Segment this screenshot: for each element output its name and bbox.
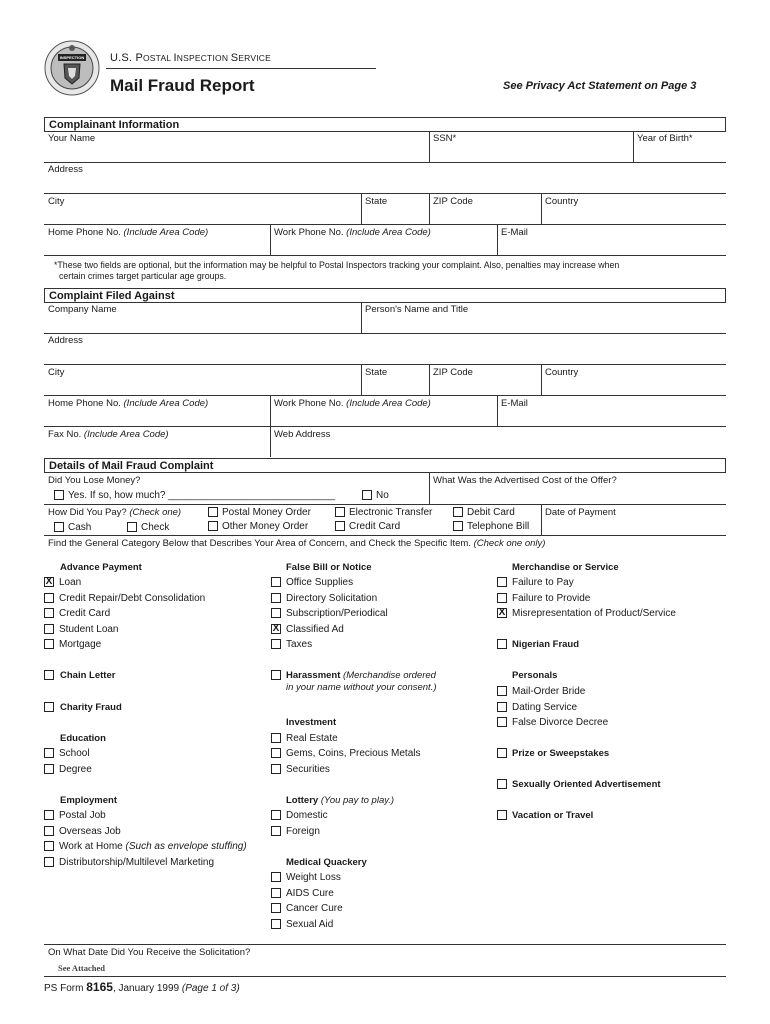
against-country-field[interactable] bbox=[542, 378, 726, 394]
category-medical-quackery: Medical Quackery bbox=[286, 857, 367, 868]
classified-ad-label: Classified Ad bbox=[286, 624, 344, 635]
sexually-oriented-checkbox[interactable] bbox=[497, 779, 507, 789]
ssn-field[interactable] bbox=[430, 145, 632, 161]
category-personals: Personals bbox=[512, 670, 558, 681]
solicitation-date-value[interactable]: See Attached bbox=[58, 963, 105, 973]
divider bbox=[44, 255, 726, 256]
pay-telephone-bill-label: Telephone Bill bbox=[467, 521, 530, 532]
divider bbox=[44, 535, 726, 536]
weight-loss-label: Weight Loss bbox=[286, 872, 341, 883]
prize-sweepstakes-checkbox[interactable] bbox=[497, 748, 507, 758]
gems-label: Gems, Coins, Precious Metals bbox=[286, 748, 421, 759]
agency-name-part: OSTAL bbox=[143, 53, 174, 63]
label-text: Harassment bbox=[286, 670, 341, 681]
how-pay-label bbox=[48, 507, 181, 518]
company-name-field[interactable] bbox=[44, 316, 360, 332]
label-text: Find the General Category Below that Describes Your Area of Concern, and Check the Specific Item. bbox=[48, 538, 471, 549]
agency-name-part: I bbox=[173, 52, 177, 64]
home-phone-label bbox=[48, 227, 208, 238]
aids-cure-checkbox[interactable] bbox=[271, 888, 281, 898]
label-note: (Include Area Code) bbox=[346, 227, 431, 238]
section-title: Details of Mail Fraud Complaint bbox=[49, 460, 214, 472]
distributorship-label: Distributorship/Multilevel Marketing bbox=[59, 857, 215, 868]
against-home-phone-label bbox=[48, 398, 208, 409]
pay-credit-card-label: Credit Card bbox=[349, 521, 401, 532]
category-lottery bbox=[286, 795, 394, 806]
pay-other-money-order-label: Other Money Order bbox=[222, 521, 309, 532]
agency-name-part: U.S. P bbox=[110, 52, 143, 64]
against-email-label: E-Mail bbox=[501, 398, 528, 409]
school-checkbox[interactable] bbox=[44, 748, 54, 758]
address-label: Address bbox=[48, 164, 83, 175]
pay-postal-money-order-label: Postal Money Order bbox=[222, 507, 311, 518]
office-supplies-checkbox[interactable] bbox=[271, 577, 281, 587]
against-home-phone-field[interactable] bbox=[44, 409, 269, 425]
distributorship-checkbox[interactable] bbox=[44, 857, 54, 867]
false-divorce-checkbox[interactable] bbox=[497, 717, 507, 727]
persons-name-label: Person's Name and Title bbox=[365, 304, 469, 315]
date-of-payment-label: Date of Payment bbox=[545, 507, 616, 518]
year-of-birth-field[interactable] bbox=[634, 145, 726, 161]
category-employment: Employment bbox=[60, 795, 118, 806]
label-note: (Check one only) bbox=[473, 538, 546, 549]
postal-inspection-seal bbox=[44, 40, 100, 96]
degree-checkbox[interactable] bbox=[44, 764, 54, 774]
against-email-field[interactable] bbox=[498, 409, 726, 425]
against-zip-field[interactable] bbox=[430, 378, 540, 394]
section-header-against bbox=[44, 288, 726, 303]
label-note: (Merchandise ordered bbox=[343, 670, 436, 681]
agency-name-part: NSPECTION bbox=[176, 53, 231, 63]
charity-fraud-checkbox[interactable] bbox=[44, 702, 54, 712]
loan-checkbox[interactable]: X bbox=[45, 576, 53, 587]
solicitation-date-label: On What Date Did You Receive the Solicitation? bbox=[48, 947, 251, 958]
label-text: Work at Home bbox=[59, 841, 123, 852]
pay-cash-label: Cash bbox=[68, 522, 92, 533]
cancer-cure-checkbox[interactable] bbox=[271, 903, 281, 913]
label-text: Fax No. bbox=[48, 429, 82, 440]
pay-debit-card-label: Debit Card bbox=[467, 507, 515, 518]
dating-service-label: Dating Service bbox=[512, 702, 578, 713]
label-text: How Did You Pay? bbox=[48, 507, 127, 518]
email-field[interactable] bbox=[498, 238, 726, 254]
label-text: Home Phone No. bbox=[48, 227, 121, 238]
office-supplies-label: Office Supplies bbox=[286, 577, 354, 588]
postal-job-label: Postal Job bbox=[59, 810, 106, 821]
web-address-field[interactable] bbox=[271, 440, 726, 456]
year-of-birth-label: Year of Birth* bbox=[637, 133, 693, 144]
pay-debit-card-checkbox[interactable] bbox=[453, 507, 463, 517]
email-label: E-Mail bbox=[501, 227, 528, 238]
city-label: City bbox=[48, 196, 65, 207]
pay-postal-money-order-checkbox[interactable] bbox=[208, 507, 218, 517]
label-note: in your name without your consent.) bbox=[286, 682, 437, 693]
category-education: Education bbox=[60, 733, 106, 744]
seal-text: INSPECTION bbox=[59, 55, 85, 60]
cancer-cure-label: Cancer Cure bbox=[286, 903, 343, 914]
category-false-bill: False Bill or Notice bbox=[286, 562, 372, 573]
no-lost-money-label: No bbox=[376, 490, 389, 501]
label-text: Work Phone No. bbox=[274, 398, 344, 409]
school-label: School bbox=[59, 748, 90, 759]
pay-cash-checkbox[interactable] bbox=[54, 522, 64, 532]
classified-ad-checkbox[interactable]: X bbox=[272, 623, 280, 634]
against-work-phone-field[interactable] bbox=[271, 409, 496, 425]
category-advance-payment: Advance Payment bbox=[60, 562, 142, 573]
advertised-cost-label: What Was the Advertised Cost of the Offer? bbox=[433, 475, 617, 486]
label-note: (Include Area Code) bbox=[123, 227, 209, 238]
your-name-label: Your Name bbox=[48, 133, 96, 144]
label-note: (Include Area Code) bbox=[123, 398, 209, 409]
lose-money-label: Did You Lose Money? bbox=[48, 475, 141, 486]
agency-name bbox=[110, 52, 271, 64]
persons-name-field[interactable] bbox=[362, 316, 726, 332]
failure-provide-label: Failure to Provide bbox=[512, 593, 591, 604]
mortgage-label: Mortgage bbox=[59, 639, 102, 650]
label-text: Home Phone No. bbox=[48, 398, 121, 409]
against-work-phone-label bbox=[274, 398, 431, 409]
taxes-label: Taxes bbox=[286, 639, 313, 650]
nigerian-fraud-label: Nigerian Fraud bbox=[512, 639, 580, 650]
advertised-cost-field[interactable] bbox=[430, 487, 726, 504]
domestic-label: Domestic bbox=[286, 810, 328, 821]
pay-electronic-transfer-label: Electronic Transfer bbox=[349, 507, 433, 518]
divider bbox=[44, 333, 726, 334]
gems-checkbox[interactable] bbox=[271, 748, 281, 758]
country-label: Country bbox=[545, 196, 579, 207]
credit-repair-checkbox[interactable] bbox=[44, 593, 54, 603]
overseas-job-label: Overseas Job bbox=[59, 826, 121, 837]
sexual-aid-label: Sexual Aid bbox=[286, 919, 334, 930]
address-field[interactable] bbox=[44, 176, 726, 192]
overseas-job-checkbox[interactable] bbox=[44, 826, 54, 836]
label-note: (Include Area Code) bbox=[346, 398, 431, 409]
loan-label: Loan bbox=[59, 577, 82, 588]
footnote-line: *These two fields are optional, but the information may be helpful to Postal Inspectors tracking your complaint. Also, penalties may increase when bbox=[54, 260, 620, 270]
credit-card-label: Credit Card bbox=[59, 608, 111, 619]
form-number: 8165 bbox=[86, 980, 113, 994]
divider bbox=[44, 224, 726, 225]
directory-checkbox[interactable] bbox=[271, 593, 281, 603]
chain-letter-label: Chain Letter bbox=[60, 670, 116, 681]
credit-repair-label: Credit Repair/Debt Consolidation bbox=[59, 593, 206, 604]
divider bbox=[44, 504, 726, 505]
form-title: Mail Fraud Report bbox=[110, 76, 255, 95]
yes-lost-money-checkbox[interactable] bbox=[54, 490, 64, 500]
pay-telephone-bill-checkbox[interactable] bbox=[453, 521, 463, 531]
mortgage-checkbox[interactable] bbox=[44, 639, 54, 649]
prize-sweepstakes-label: Prize or Sweepstakes bbox=[512, 748, 610, 759]
divider bbox=[44, 364, 726, 365]
failure-provide-checkbox[interactable] bbox=[497, 593, 507, 603]
dating-service-checkbox[interactable] bbox=[497, 702, 507, 712]
pay-credit-card-checkbox[interactable] bbox=[335, 521, 345, 531]
company-name-label: Company Name bbox=[48, 304, 117, 315]
vacation-travel-label: Vacation or Travel bbox=[512, 810, 594, 821]
against-address-label: Address bbox=[48, 335, 83, 346]
aids-cure-label: AIDS Cure bbox=[286, 888, 334, 899]
pay-other-money-order-checkbox[interactable] bbox=[208, 521, 218, 531]
header-rule bbox=[106, 68, 376, 69]
vacation-travel-checkbox[interactable] bbox=[497, 810, 507, 820]
student-loan-checkbox[interactable] bbox=[44, 624, 54, 634]
real-estate-label: Real Estate bbox=[286, 733, 338, 744]
form-identifier bbox=[44, 980, 240, 994]
divider bbox=[44, 976, 726, 977]
against-state-label: State bbox=[365, 367, 388, 378]
harassment-checkbox[interactable] bbox=[271, 670, 281, 680]
category-instructions bbox=[48, 538, 545, 549]
against-state-field[interactable] bbox=[362, 378, 428, 394]
optional-fields-footnote bbox=[54, 260, 619, 282]
against-country-label: Country bbox=[545, 367, 579, 378]
agency-name-part: S bbox=[230, 52, 239, 64]
divider bbox=[44, 944, 726, 945]
category-merchandise: Merchandise or Service bbox=[512, 562, 619, 573]
footnote-line: certain crimes target particular age groups. bbox=[59, 271, 227, 281]
misrepresentation-label: Misrepresentation of Product/Service bbox=[512, 608, 676, 619]
fax-field[interactable] bbox=[44, 440, 269, 456]
divider bbox=[44, 162, 726, 163]
charity-fraud-label: Charity Fraud bbox=[60, 702, 122, 713]
work-at-home-checkbox[interactable] bbox=[44, 841, 54, 851]
form-page: (Page 1 of 3) bbox=[181, 983, 240, 994]
zip-field[interactable] bbox=[430, 207, 540, 223]
category-investment: Investment bbox=[286, 717, 337, 728]
ssn-label: SSN* bbox=[433, 133, 457, 144]
real-estate-checkbox[interactable] bbox=[271, 733, 281, 743]
failure-pay-label: Failure to Pay bbox=[512, 577, 574, 588]
against-city-label: City bbox=[48, 367, 65, 378]
securities-checkbox[interactable] bbox=[271, 764, 281, 774]
agency-name-part: ERVICE bbox=[238, 53, 271, 63]
pay-check-label: Check bbox=[141, 522, 170, 533]
yes-lost-money-label: Yes. If so, how much? ______________________________ bbox=[68, 490, 336, 501]
form-prefix: PS Form bbox=[44, 983, 87, 994]
work-phone-field[interactable] bbox=[271, 238, 496, 254]
degree-label: Degree bbox=[59, 764, 92, 775]
sexual-aid-checkbox[interactable] bbox=[271, 919, 281, 929]
label-text: Work Phone No. bbox=[274, 227, 344, 238]
weight-loss-checkbox[interactable] bbox=[271, 872, 281, 882]
chain-letter-checkbox[interactable] bbox=[44, 670, 54, 680]
securities-label: Securities bbox=[286, 764, 330, 775]
mail-order-bride-label: Mail-Order Bride bbox=[512, 686, 586, 697]
divider bbox=[44, 193, 726, 194]
sexually-oriented-label: Sexually Oriented Advertisement bbox=[512, 779, 661, 790]
nigerian-fraud-checkbox[interactable] bbox=[497, 639, 507, 649]
divider bbox=[44, 426, 726, 427]
foreign-checkbox[interactable] bbox=[271, 826, 281, 836]
student-loan-label: Student Loan bbox=[59, 624, 119, 635]
your-name-field[interactable] bbox=[44, 145, 428, 161]
pay-electronic-transfer-checkbox[interactable] bbox=[335, 507, 345, 517]
city-field[interactable] bbox=[44, 207, 360, 223]
label-note: (Such as envelope stuffing) bbox=[125, 841, 247, 852]
foreign-label: Foreign bbox=[286, 826, 320, 837]
home-phone-field[interactable] bbox=[44, 238, 269, 254]
against-address-field[interactable] bbox=[44, 347, 726, 363]
postal-job-checkbox[interactable] bbox=[44, 810, 54, 820]
pay-check-checkbox[interactable] bbox=[127, 522, 137, 532]
subscription-checkbox[interactable] bbox=[271, 608, 281, 618]
web-address-label: Web Address bbox=[274, 429, 331, 440]
taxes-checkbox[interactable] bbox=[271, 639, 281, 649]
label-note: (Check one) bbox=[129, 507, 182, 518]
subscription-label: Subscription/Periodical bbox=[286, 608, 388, 619]
work-at-home-label bbox=[59, 841, 247, 852]
false-divorce-label: False Divorce Decree bbox=[512, 717, 609, 728]
against-zip-label: ZIP Code bbox=[433, 367, 473, 378]
section-header-complainant bbox=[44, 117, 726, 132]
form-date: , January 1999 bbox=[112, 983, 182, 994]
directory-label: Directory Solicitation bbox=[286, 593, 378, 604]
section-header-details bbox=[44, 458, 726, 473]
label-text: Lottery bbox=[286, 795, 319, 806]
country-field[interactable] bbox=[542, 207, 726, 223]
failure-pay-checkbox[interactable] bbox=[497, 577, 507, 587]
state-field[interactable] bbox=[362, 207, 428, 223]
credit-card-checkbox[interactable] bbox=[44, 608, 54, 618]
harassment-label bbox=[286, 670, 437, 694]
fax-label bbox=[48, 429, 169, 440]
misrepresentation-checkbox[interactable]: X bbox=[498, 607, 506, 618]
section-title: Complaint Filed Against bbox=[49, 290, 175, 302]
mail-order-bride-checkbox[interactable] bbox=[497, 686, 507, 696]
section-title: Complainant Information bbox=[49, 119, 180, 131]
privacy-note: See Privacy Act Statement on Page 3 bbox=[503, 80, 697, 92]
zip-label: ZIP Code bbox=[433, 196, 473, 207]
label-note: (You pay to play.) bbox=[320, 795, 395, 806]
domestic-checkbox[interactable] bbox=[271, 810, 281, 820]
label-note: (Include Area Code) bbox=[83, 429, 169, 440]
state-label: State bbox=[365, 196, 388, 207]
work-phone-label bbox=[274, 227, 431, 238]
no-lost-money-checkbox[interactable] bbox=[362, 490, 372, 500]
against-city-field[interactable] bbox=[44, 378, 360, 394]
date-of-payment-field[interactable] bbox=[542, 518, 726, 534]
divider bbox=[44, 395, 726, 396]
